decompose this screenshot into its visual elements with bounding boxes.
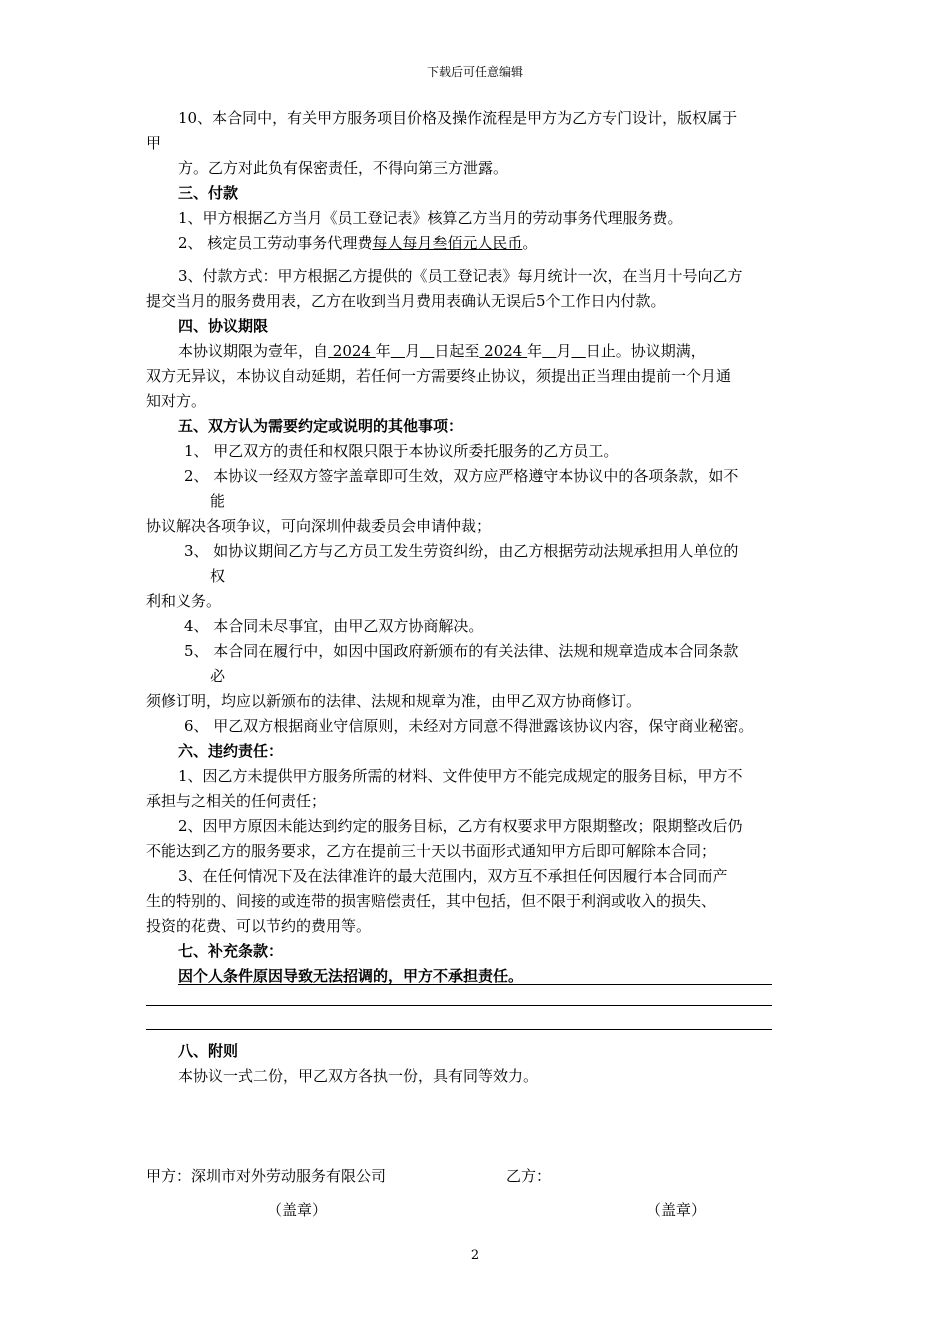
section-8-text: 本协议一式二份，甲乙双方各执一份，具有同等效力。 (178, 1067, 539, 1085)
section-5-item-3-line-1: 3、 如协议期间乙方与乙方员工发生劳资纠纷，由乙方根据劳动法规承担用人单位的 (184, 542, 739, 560)
section-5-item-2-line-1: 2、 本协议一经双方签字盖章即可生效，双方应严格遵守本协议中的各项条款，如不 (184, 467, 739, 485)
section-6-item-3-line-1: 3、在任何情况下及在法律准许的最大范围内，双方互不承担任何因履行本合同而产 (178, 867, 728, 885)
section-4-line-2: 双方无异议，本协议自动延期，若任何一方需要终止协议，须提出正当理由提前一个月通 (146, 367, 732, 385)
section-5-item-2-wrap: 能 (210, 492, 226, 510)
start-day-blank (420, 342, 434, 360)
term-text-b: 年 (375, 342, 391, 360)
section-6-item-3-line-3: 投资的花费、可以节约的费用等。 (146, 917, 372, 935)
item-2-suffix: 。 (522, 234, 538, 252)
clause-10-line-1: 10、本合同中，有关甲方服务项目价格及操作流程是甲方为乙方专门设计，版权属于 (178, 109, 738, 127)
section-3-heading: 三、付款 (178, 184, 239, 202)
party-a-seal: （盖章） (267, 1201, 328, 1219)
section-5-item-2-line-2: 协议解决各项争议，可向深圳仲裁委员会申请仲裁； (146, 517, 492, 535)
end-year: 2024 (479, 342, 528, 360)
section-5-item-3-wrap: 权 (210, 567, 226, 585)
section-3-item-2 (178, 233, 537, 253)
section-3-item-3-line-2: 提交当月的服务费用表，乙方在收到当月费用表确认无误后5个工作日内付款。 (146, 292, 666, 310)
page-number: 2 (470, 1248, 480, 1263)
term-text-f: 月 (556, 342, 572, 360)
section-5-item-4: 4、 本合同未尽事宜，由甲乙双方协商解决。 (184, 617, 484, 635)
term-text-g: 日止。协议期满， (585, 342, 706, 360)
page-header: 下载后可任意编辑 (426, 65, 523, 79)
section-5-heading: 五、双方认为需要约定或说明的其他事项： (178, 417, 464, 435)
clause-10-line-1-wrap: 甲 (146, 134, 162, 152)
section-7-heading: 七、补充条款： (178, 942, 284, 960)
section-5-item-6: 6、 甲乙双方根据商业守信原则，未经对方同意不得泄露该协议内容，保守商业秘密。 (184, 717, 754, 735)
party-b-seal: （盖章） (646, 1201, 707, 1219)
start-year: 2024 (328, 342, 376, 360)
section-5-item-3-line-2: 利和义务。 (146, 592, 222, 610)
section-6-item-2-line-2: 不能达到乙方的服务要求，乙方在提前三十天以书面形式通知甲方后即可解除本合同； (146, 842, 717, 860)
section-4-line-1 (178, 341, 706, 361)
section-6-item-3-line-2: 生的特别的、间接的或连带的损害赔偿责任，其中包括，但不限于利润或收入的损失、 (146, 892, 717, 910)
term-text-c: 月 (405, 342, 421, 360)
section-5-item-5-line-2: 须修订明，均应以新颁布的法律、法规和规章为准，由甲乙双方协商修订。 (146, 692, 642, 710)
section-6-heading: 六、违约责任： (178, 742, 284, 760)
section-8-heading: 八、附则 (178, 1042, 239, 1060)
supplementary-line-1 (178, 984, 772, 985)
start-month-blank (391, 342, 405, 360)
section-4-heading: 四、协议期限 (178, 317, 269, 335)
clause-10-line-2: 方。乙方对此负有保密责任，不得向第三方泄露。 (178, 159, 509, 177)
supplementary-clause-text: 因个人条件原因导致无法招调的，甲方不承担责任。 (178, 967, 524, 985)
supplementary-line-2 (146, 1005, 772, 1006)
party-b-signature: 乙方： (506, 1167, 552, 1185)
section-6-item-1-line-2: 承担与之相关的任何责任； (146, 792, 327, 810)
end-day-blank (571, 342, 585, 360)
section-5-item-1: 1、 甲乙双方的责任和权限只限于本协议所委托服务的乙方员工。 (184, 442, 619, 460)
term-text-a: 本协议期限为壹年，自 (178, 342, 329, 360)
term-text-e: 年 (527, 342, 543, 360)
section-5-item-5-line-1: 5、 本合同在履行中，如因中国政府新颁布的有关法律、法规和规章造成本合同条款 (184, 642, 739, 660)
section-3-item-1: 1、甲方根据乙方当月《员工登记表》核算乙方当月的劳动事务代理服务费。 (178, 209, 683, 227)
section-6-item-1-line-1: 1、因乙方未提供甲方服务所需的材料、文件使甲方不能完成规定的服务目标，甲方不 (178, 767, 743, 785)
fee-amount: 每人每月叁佰元人民币 (372, 234, 523, 252)
section-6-item-2-line-1: 2、因甲方原因未能达到约定的服务目标，乙方有权要求甲方限期整改；限期整改后仍 (178, 817, 743, 835)
term-text-d: 日起至 (434, 342, 480, 360)
item-2-prefix: 2、 核定员工劳动事务代理费 (178, 234, 373, 252)
section-3-item-3-line-1: 3、付款方式：甲方根据乙方提供的《员工登记表》每月统计一次，在当月十号向乙方 (178, 267, 743, 285)
supplementary-line-3 (146, 1029, 772, 1030)
party-a-signature: 甲方：深圳市对外劳动服务有限公司 (146, 1167, 387, 1185)
section-4-line-3: 知对方。 (146, 392, 207, 410)
end-month-blank (542, 342, 556, 360)
section-5-item-5-wrap: 必 (210, 667, 226, 685)
